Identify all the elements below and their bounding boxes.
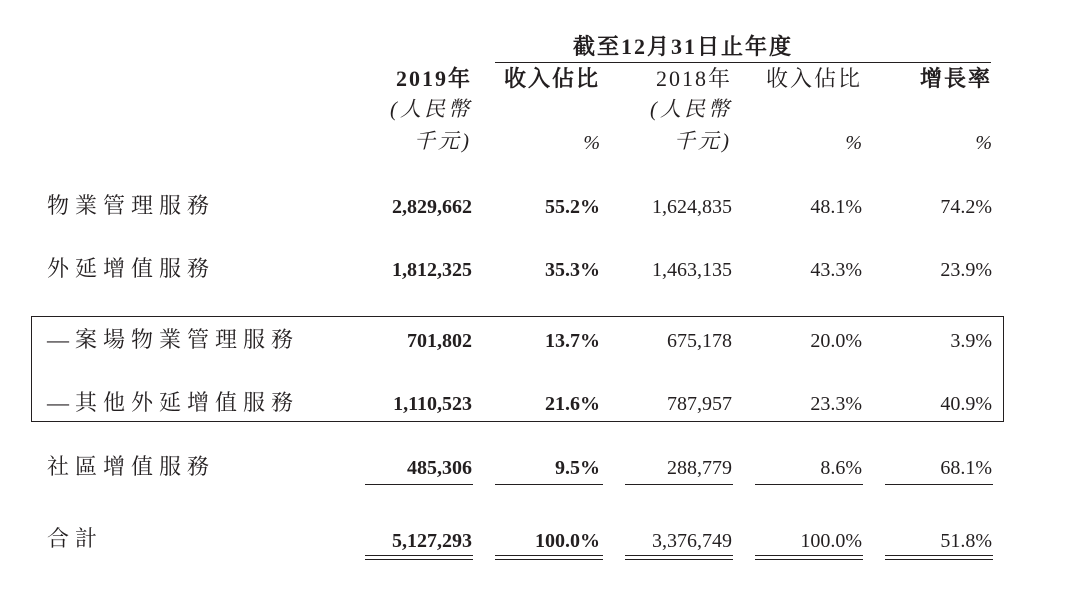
- col-share-2019-unit: %: [583, 132, 600, 154]
- cell-growth: 40.9%: [940, 393, 992, 415]
- col-growth-header: 增長率: [919, 66, 992, 91]
- cell-share-2018: 43.3%: [810, 259, 862, 281]
- col-2018-unit-line1: (人民幣: [650, 97, 732, 121]
- cell-2018: 1,463,135: [652, 259, 732, 281]
- col-2019-header: 2019年: [395, 66, 472, 91]
- cell-share-2019: 13.7%: [545, 330, 600, 352]
- cell-share-2019: 55.2%: [545, 196, 600, 218]
- subtotal-rule: [365, 484, 473, 485]
- total-share-2018: 100.0%: [800, 530, 862, 552]
- cell-2018: 675,178: [667, 330, 732, 352]
- total-double-rule: [625, 555, 733, 560]
- col-share-2019-header: 收入佔比: [503, 66, 600, 91]
- cell-share-2018: 8.6%: [820, 457, 862, 479]
- subtotal-rule: [885, 484, 993, 485]
- cell-growth: 68.1%: [940, 457, 992, 479]
- subtotal-rule: [495, 484, 603, 485]
- cell-share-2018: 20.0%: [810, 330, 862, 352]
- cell-2019: 1,110,523: [393, 393, 472, 415]
- total-double-rule: [495, 555, 603, 560]
- cell-2018: 1,624,835: [652, 196, 732, 218]
- col-2019-unit-line2: 千元): [414, 129, 472, 153]
- total-share-2019: 100.0%: [535, 530, 600, 552]
- row-label: 社區增值服務: [47, 454, 216, 479]
- total-label: 合計: [47, 526, 104, 551]
- period-header-underline: [495, 62, 991, 63]
- cell-share-2018: 48.1%: [810, 196, 862, 218]
- cell-2019: 2,829,662: [392, 196, 472, 218]
- subtotal-rule: [625, 484, 733, 485]
- col-share-2018-header: 收入佔比: [765, 66, 862, 91]
- total-2019: 5,127,293: [392, 530, 472, 552]
- cell-growth: 74.2%: [940, 196, 992, 218]
- subtotal-rule: [755, 484, 863, 485]
- cell-share-2018: 23.3%: [810, 393, 862, 415]
- total-growth: 51.8%: [940, 530, 992, 552]
- cell-share-2019: 21.6%: [545, 393, 600, 415]
- cell-2018: 787,957: [667, 393, 732, 415]
- row-label: —其他外延增值服務: [47, 390, 300, 415]
- row-label: 物業管理服務: [47, 193, 216, 218]
- cell-2019: 701,802: [407, 330, 472, 352]
- total-double-rule: [365, 555, 473, 560]
- col-share-2018-unit: %: [845, 132, 862, 154]
- cell-2019: 1,812,325: [392, 259, 472, 281]
- cell-2019: 485,306: [407, 457, 472, 479]
- period-header: 截至12月31日止年度: [573, 34, 794, 59]
- cell-share-2019: 35.3%: [545, 259, 600, 281]
- row-label: —案場物業管理服務: [47, 327, 300, 352]
- total-double-rule: [755, 555, 863, 560]
- cell-growth: 3.9%: [950, 330, 992, 352]
- col-2018-header: 2018年: [655, 66, 732, 91]
- cell-share-2019: 9.5%: [555, 457, 600, 479]
- cell-2018: 288,779: [667, 457, 732, 479]
- total-double-rule: [885, 555, 993, 560]
- col-2019-unit-line1: (人民幣: [390, 97, 472, 121]
- col-2018-unit-line2: 千元): [674, 129, 732, 153]
- total-2018: 3,376,749: [652, 530, 732, 552]
- col-growth-unit: %: [975, 132, 992, 154]
- row-label: 外延增值服務: [47, 256, 216, 281]
- cell-growth: 23.9%: [940, 259, 992, 281]
